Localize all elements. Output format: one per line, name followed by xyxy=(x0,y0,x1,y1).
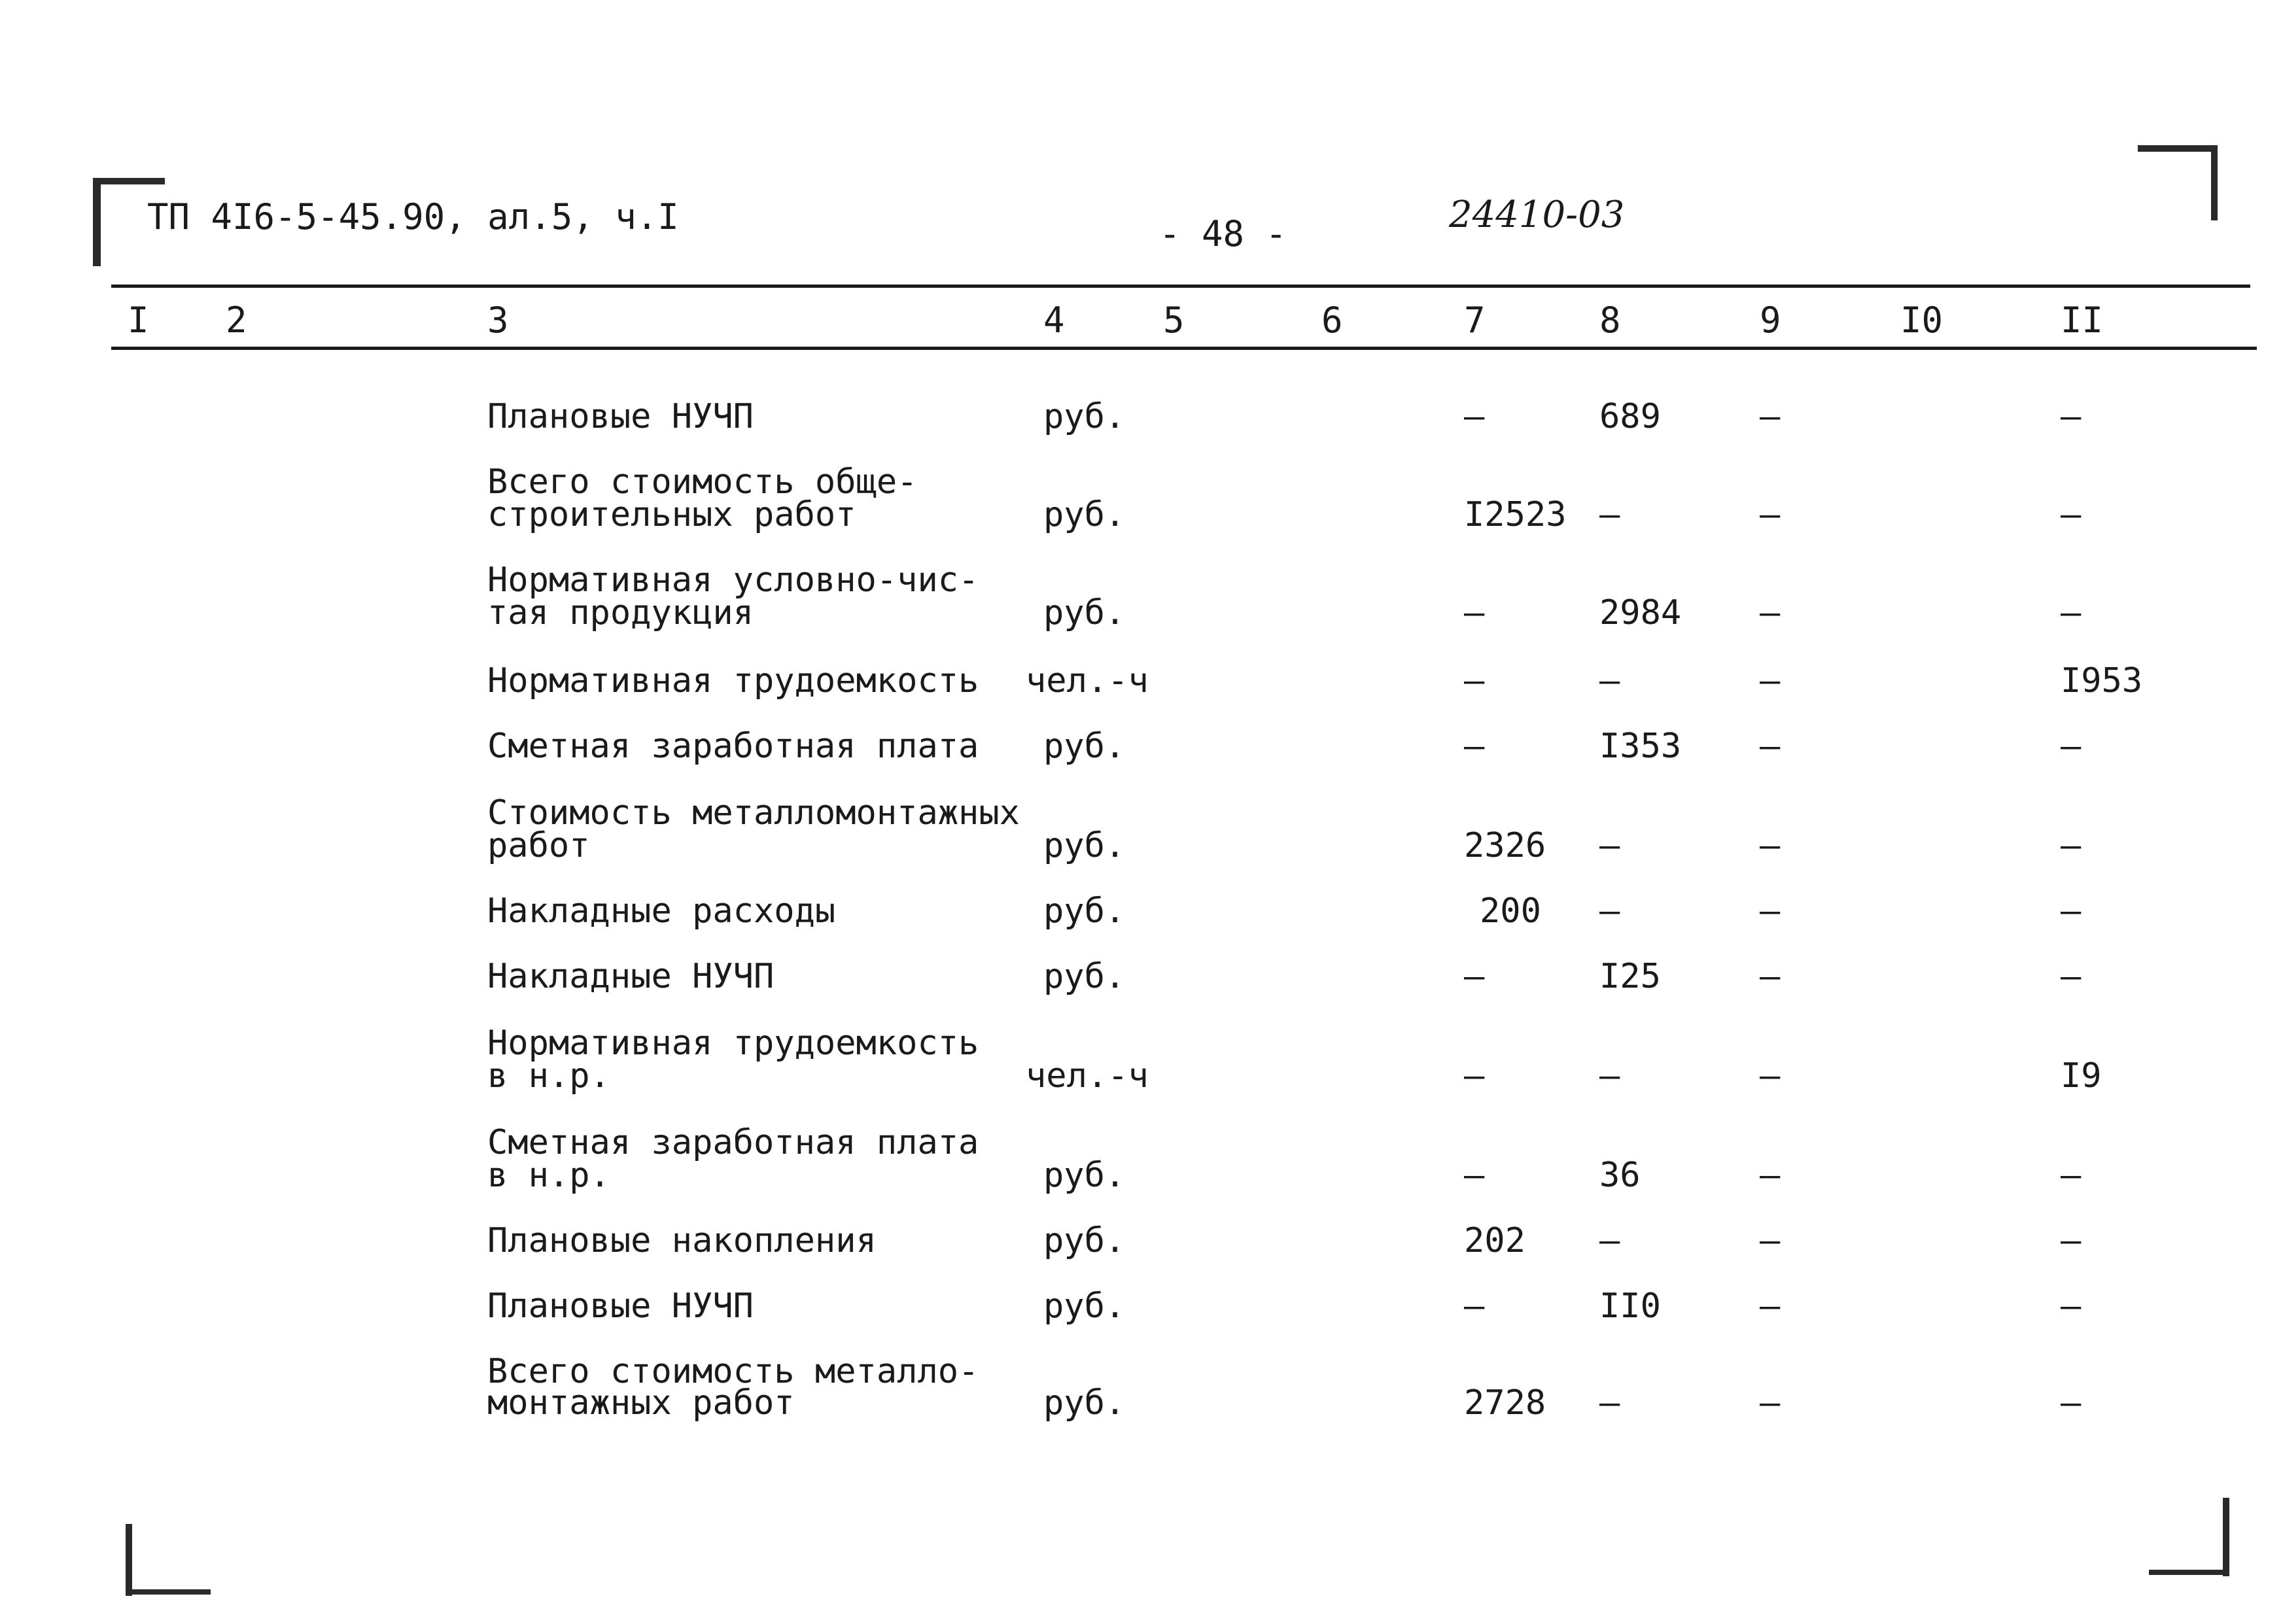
row-name-line-1: Плановые НУЧП xyxy=(487,397,754,436)
row-col7: – xyxy=(1464,1156,1485,1195)
row-unit: руб. xyxy=(1043,1156,1126,1195)
row-name-line-1: Нормативная трудоемкость xyxy=(487,1024,979,1063)
row-col7: – xyxy=(1464,397,1485,436)
row-col11: – xyxy=(2061,957,2082,996)
column-number-7: 7 xyxy=(1464,300,1486,341)
corner-bracket-bottom-right xyxy=(2223,1498,2229,1576)
column-number-5: 5 xyxy=(1163,300,1185,341)
corner-bracket-top-left-bar xyxy=(93,178,165,184)
row-col8: I25 xyxy=(1599,957,1661,996)
row-col9: – xyxy=(1760,891,1781,931)
row-col7: – xyxy=(1464,661,1485,700)
column-number-11: II xyxy=(2061,300,2104,341)
row-col8: II0 xyxy=(1599,1287,1661,1326)
row-col11: – xyxy=(2061,891,2082,931)
row-name-line-2: тая продукция xyxy=(487,593,754,632)
row-name-line-1: Плановые накопления xyxy=(487,1221,877,1260)
row-unit: чел.-ч xyxy=(1026,1056,1149,1096)
row-col8: – xyxy=(1599,826,1620,865)
row-unit: руб. xyxy=(1043,826,1126,865)
row-col9: – xyxy=(1760,727,1781,766)
row-col7: – xyxy=(1464,1287,1485,1326)
column-number-10: I0 xyxy=(1900,300,1943,341)
row-col9: – xyxy=(1760,593,1781,632)
row-col11: – xyxy=(2061,1287,2082,1326)
column-number-6: 6 xyxy=(1321,300,1343,341)
row-unit: руб. xyxy=(1043,1287,1126,1326)
row-col11: – xyxy=(2061,826,2082,865)
row-name-line-1: Нормативная трудоемкость xyxy=(487,661,979,700)
corner-bracket-top-right-stem xyxy=(2211,145,2218,220)
row-unit: руб. xyxy=(1043,1221,1126,1260)
column-number-2: 2 xyxy=(226,300,247,341)
row-col11: – xyxy=(2061,1156,2082,1195)
row-unit: чел.-ч xyxy=(1026,661,1149,700)
corner-bracket-top-left xyxy=(93,178,101,266)
row-col8: 36 xyxy=(1599,1156,1641,1195)
row-col7: – xyxy=(1464,1056,1485,1096)
row-col9: – xyxy=(1760,1156,1781,1195)
row-name-line-2: строительных работ xyxy=(487,495,856,534)
row-col8: – xyxy=(1599,1056,1620,1096)
row-unit: руб. xyxy=(1043,727,1126,766)
row-col9: – xyxy=(1760,1056,1781,1096)
row-col7: 200 xyxy=(1480,891,1541,931)
row-col9: – xyxy=(1760,1287,1781,1326)
document-reference: ТП 4I6-5-45.90, ал.5, ч.I xyxy=(147,196,679,237)
row-col8: – xyxy=(1599,1383,1620,1423)
table-header-bottom-rule xyxy=(111,347,2257,350)
row-col8: – xyxy=(1599,891,1620,931)
row-col9: – xyxy=(1760,495,1781,534)
corner-bracket-bottom-left xyxy=(126,1524,132,1596)
column-number-3: 3 xyxy=(487,300,509,341)
row-col11: – xyxy=(2061,593,2082,632)
row-col11: – xyxy=(2061,495,2082,534)
row-col8: – xyxy=(1599,495,1620,534)
handwritten-code: 24410-03 xyxy=(1449,194,1625,236)
row-col9: – xyxy=(1760,1383,1781,1423)
row-name-line-1: Сметная заработная плата xyxy=(487,727,979,766)
row-col7: 202 xyxy=(1464,1221,1525,1260)
row-name-line-1: Накладные расходы xyxy=(487,891,836,931)
row-col7: – xyxy=(1464,593,1485,632)
row-name-line-1: Сметная заработная плата xyxy=(487,1123,979,1162)
row-col8: 2984 xyxy=(1599,593,1682,632)
row-unit: руб. xyxy=(1043,495,1126,534)
row-col9: – xyxy=(1760,957,1781,996)
row-col11: – xyxy=(2061,397,2082,436)
table-top-rule xyxy=(111,285,2250,288)
row-name-line-2: монтажных работ xyxy=(487,1383,795,1423)
column-number-4: 4 xyxy=(1043,300,1065,341)
row-name-line-1: Плановые НУЧП xyxy=(487,1287,754,1326)
row-name-line-1: Всего стоимость металло- xyxy=(487,1352,979,1391)
row-col11: I953 xyxy=(2061,661,2143,700)
column-number-1: I xyxy=(128,300,149,341)
row-col11: – xyxy=(2061,727,2082,766)
row-col8: – xyxy=(1599,1221,1620,1260)
row-col9: – xyxy=(1760,397,1781,436)
row-col7: – xyxy=(1464,727,1485,766)
row-unit: руб. xyxy=(1043,957,1126,996)
row-col11: – xyxy=(2061,1383,2082,1423)
row-col9: – xyxy=(1760,826,1781,865)
row-col8: I353 xyxy=(1599,727,1682,766)
row-col9: – xyxy=(1760,1221,1781,1260)
row-unit: руб. xyxy=(1043,397,1126,436)
row-col7: – xyxy=(1464,957,1485,996)
row-col7: 2326 xyxy=(1464,826,1546,865)
row-col7: I2523 xyxy=(1464,495,1567,534)
row-name-line-1: Стоимость металломонтажных xyxy=(487,793,1020,833)
row-col9: – xyxy=(1760,661,1781,700)
row-unit: руб. xyxy=(1043,593,1126,632)
row-name-line-1: Нормативная условно-чис- xyxy=(487,561,979,600)
row-col11: I9 xyxy=(2061,1056,2102,1096)
column-number-9: 9 xyxy=(1760,300,1781,341)
row-name-line-1: Всего стоимость обще- xyxy=(487,462,918,502)
corner-bracket-bottom-right-bar xyxy=(2149,1570,2229,1575)
corner-bracket-bottom-left-bar xyxy=(126,1589,211,1595)
column-number-8: 8 xyxy=(1599,300,1621,341)
row-unit: руб. xyxy=(1043,1383,1126,1423)
row-col7: 2728 xyxy=(1464,1383,1546,1423)
row-name-line-1: Накладные НУЧП xyxy=(487,957,775,996)
row-unit: руб. xyxy=(1043,891,1126,931)
row-col8: – xyxy=(1599,661,1620,700)
row-name-line-2: работ xyxy=(487,826,590,865)
page-number: - 48 - xyxy=(1159,213,1287,254)
row-name-line-2: в н.р. xyxy=(487,1156,610,1195)
corner-bracket-top-right xyxy=(2138,145,2218,152)
row-name-line-2: в н.р. xyxy=(487,1056,610,1096)
row-col8: 689 xyxy=(1599,397,1661,436)
row-col11: – xyxy=(2061,1221,2082,1260)
